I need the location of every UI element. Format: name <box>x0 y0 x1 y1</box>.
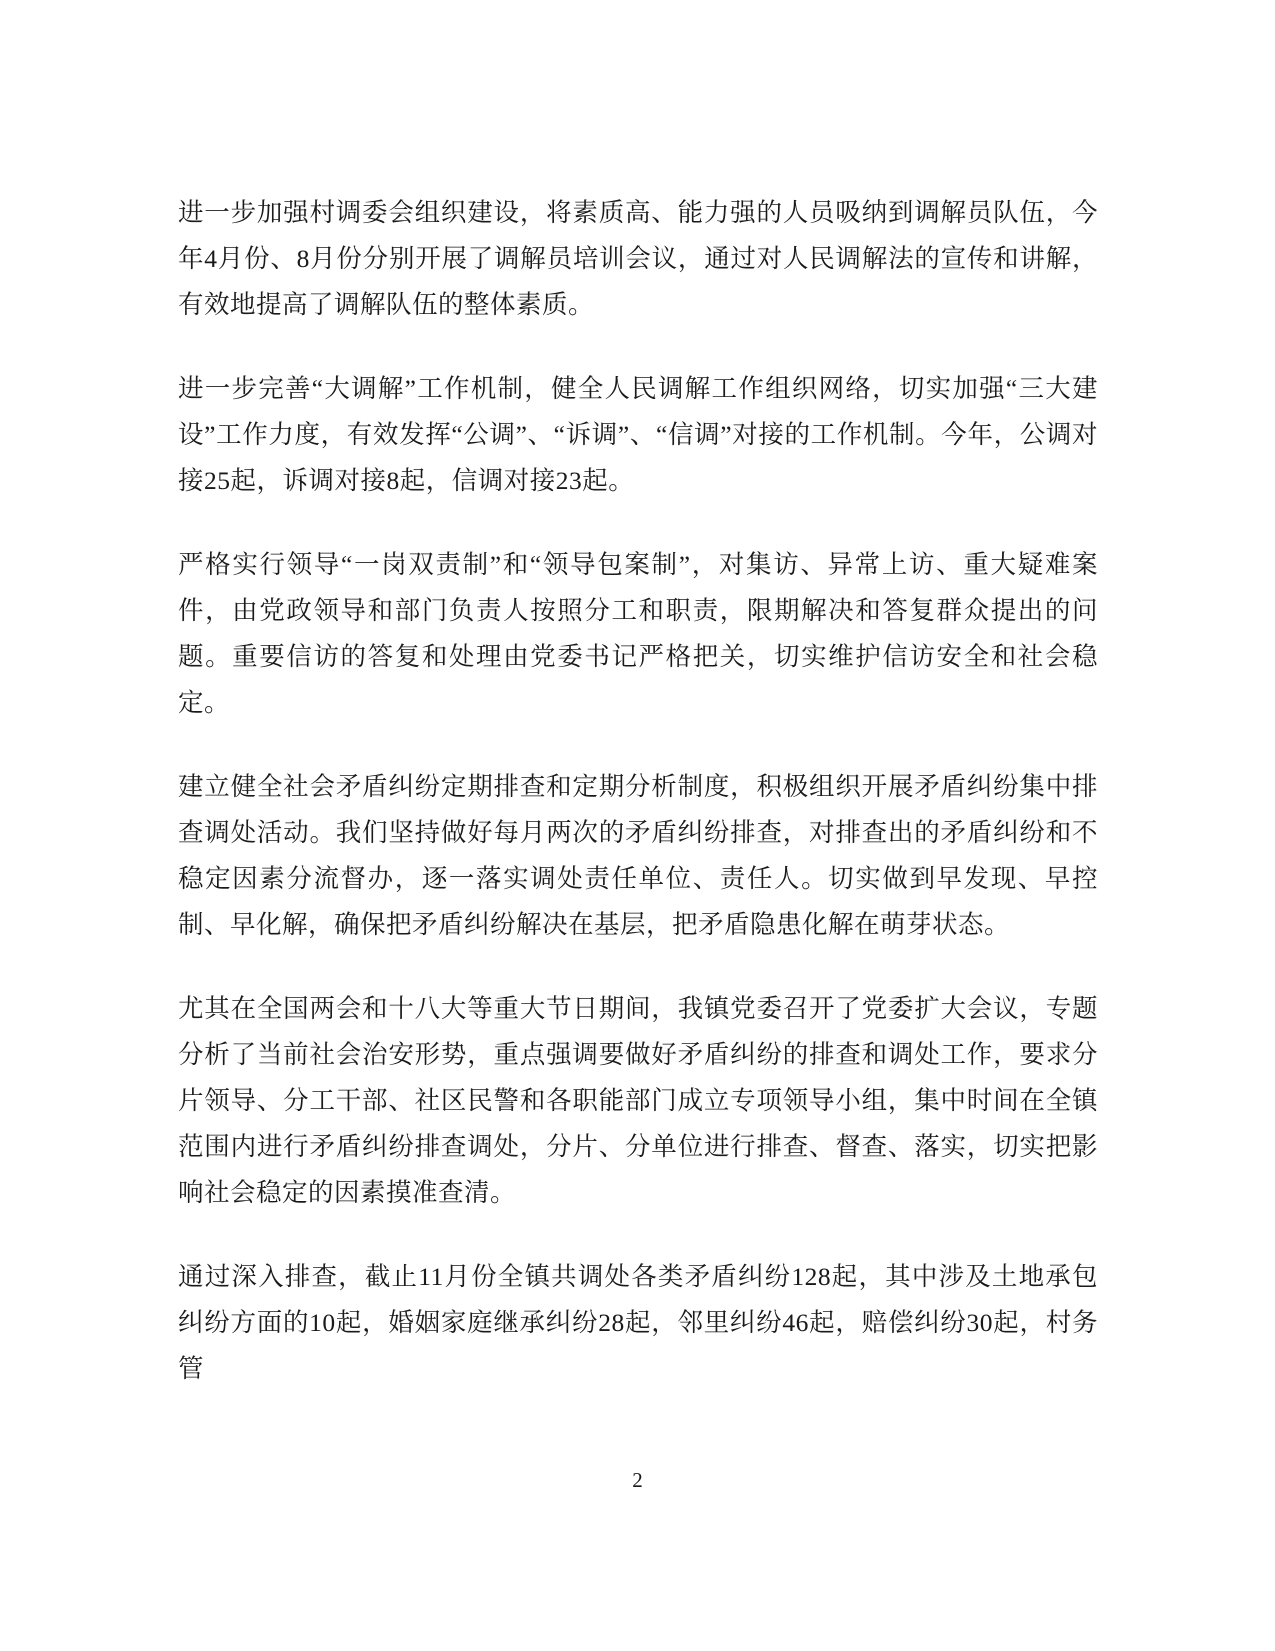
paragraph: 通过深入排查，截止11月份全镇共调处各类矛盾纠纷128起，其中涉及土地承包纠纷方面的10起，婚姻家庭继承纠纷28起，邻里纠纷46起，赔偿纠纷30起，村务管 <box>178 1262 1098 1383</box>
paragraph: 进一步加强村调委会组织建设，将素质高、能力强的人员吸纳到调解员队伍，今年4月份、8月份分别开展了调解员培训会议，通过对人民调解法的宣传和讲解，有效地提高了调解队伍的整体素质。 <box>178 198 1098 319</box>
paragraph: 进一步完善“大调解”工作机制，健全人民调解工作组织网络，切实加强“三大建设”工作力度，有效发挥“公调”、“诉调”、“信调”对接的工作机制。今年，公调对接25起，诉调对接8起，信调对接23起。 <box>178 374 1098 495</box>
paragraph: 建立健全社会矛盾纠纷定期排查和定期分析制度，积极组织开展矛盾纠纷集中排查调处活动。我们坚持做好每月两次的矛盾纠纷排查，对排查出的矛盾纠纷和不稳定因素分流督办，逐一落实调处责任单位、责任人。切实做到早发现、早控制、早化解，确保把矛盾纠纷解决在基层，把矛盾隐患化解在萌芽状态。 <box>178 772 1098 939</box>
document-body <box>178 190 1098 1392</box>
paragraph: 尤其在全国两会和十八大等重大节日期间，我镇党委召开了党委扩大会议，专题分析了当前社会治安形势，重点强调要做好矛盾纠纷的排查和调处工作，要求分片领导、分工干部、社区民警和各职能部门成立专项领导小组，集中时间在全镇范围内进行矛盾纠纷排查调处，分片、分单位进行排查、督查、落实，切实把影响社会稳定的因素摸准查清。 <box>178 994 1098 1207</box>
paragraph: 严格实行领导“一岗双责制”和“领导包案制”，对集访、异常上访、重大疑难案件，由党政领导和部门负责人按照分工和职责，限期解决和答复群众提出的问题。重要信访的答复和处理由党委书记严格把关，切实维护信访安全和社会稳定。 <box>178 550 1098 717</box>
page-number: 2 <box>632 1468 643 1492</box>
